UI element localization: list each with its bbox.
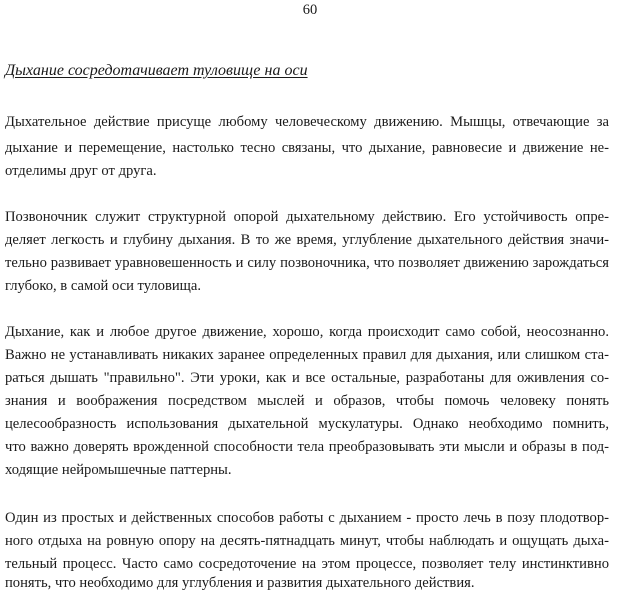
text-line: целесообразность использования дыхательной мускулатуры. Однако необходимо помнить, [5,416,609,432]
page-number: 60 [302,2,318,18]
text-line: тельно развивает уравновешенность и силу позвоночника, что позволяет движению зарождаться [5,255,609,271]
text-line: глубоко, в самой оси туловища. [5,278,202,294]
text-line: Важно не устанавливать никаких заранее определенных правил для дыхания, или слишком ста- [5,347,609,363]
text-line: что важно доверять врожденной способности тела преобразовывать эти мысли и образы в под- [5,439,609,455]
text-line: Дыхательное действие присуще любому человеческому движению. Мышцы, отвечающие за [5,114,609,130]
text-line: раться дышать "правильно". Эти уроки, как и все остальные, разработаны для оживления со- [5,370,609,386]
text-line: понять, что необходимо для углубления и развития дыхательного действия. [5,575,475,591]
text-line: Дыхание, как и любое другое движение, хорошо, когда происходит само собой, неосознанно. [5,324,609,340]
section-heading: Дыхание сосредотачивает туловище на оси [5,62,308,79]
text-line: ного отдыха на ровную опору на десять-пятнадцать минут, чтобы наблюдать и ощущать дыха- [5,533,609,549]
text-line: отделимы друг от друга. [5,163,157,179]
text-line: деляет легкость и глубину дыхания. В то же время, углубление дыхательного действия значи- [5,232,609,248]
text-line: Один из простых и действенных способов работы с дыханием - просто лечь в позу плодотвор- [5,510,609,526]
text-line: тельный процесс. Часто само сосредоточение на этом процессе, позволяет телу инстинктивно [5,556,609,572]
text-line: дыхание и перемещение, настолько тесно связаны, что дыхание, равновесие и движение не- [5,140,609,156]
text-line: ходящие нейромышечные паттерны. [5,462,232,478]
text-line: Позвоночник служит структурной опорой дыхательному действию. Его устойчивость опре- [5,209,609,225]
text-line: знания и воображения посредством мыслей и образов, чтобы помочь человеку понять [5,393,609,409]
